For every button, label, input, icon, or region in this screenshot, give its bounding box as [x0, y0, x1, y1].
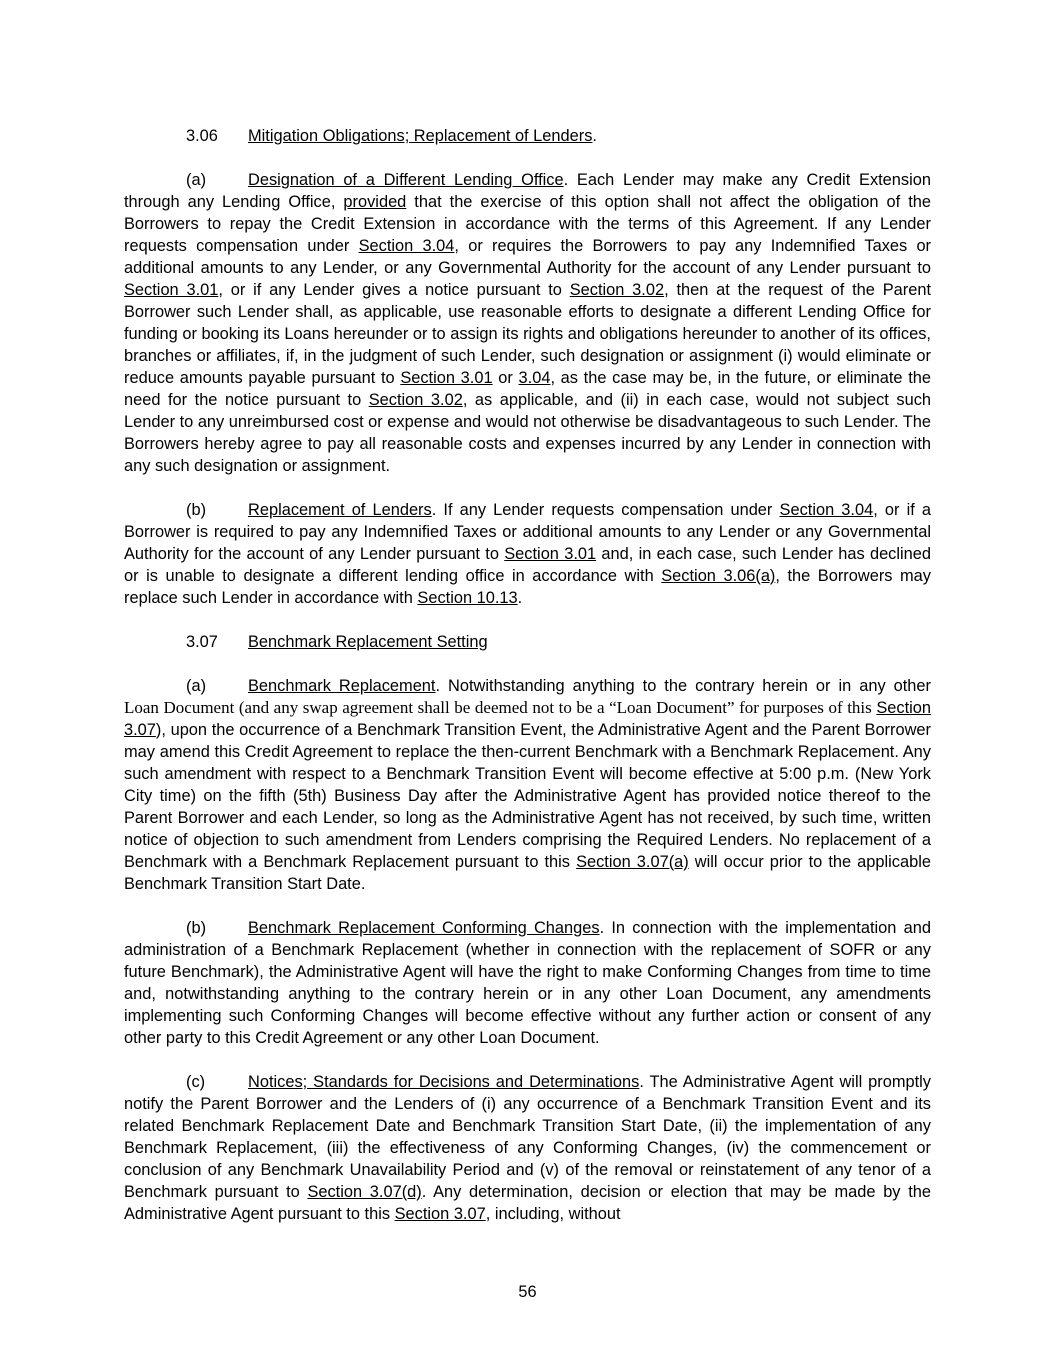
section-title: Benchmark Replacement Setting — [248, 633, 488, 651]
paragraph-heading: Replacement of Lenders — [248, 501, 432, 519]
section-3-07-heading — [124, 631, 931, 653]
section-reference: Section 3.04 — [779, 501, 874, 519]
paragraph-3-06-a: (a) Designation of a Different Lending Office. Each Lender may make any Credit Extension through any Lending Office, provided that the exercise of this option shall not affect the obligation of the Borrowers to repay the Credit Extension in accordance with the terms of this Agreement. If any Lender requests compensation under Section 3.04, or requires the Borrowers to pay any Indemnified Taxes or additional amounts to any Lender, or any Governmental Authority for the account of any Lender pursuant to Section 3.01, or if any Lender gives a notice pursuant to Section 3.02, then at the request of the Parent Borrower such Lender shall, as applicable, use reasonable efforts to designate a different Lending Office for funding or booking its Loans hereunder or to assign its rights and obligations hereunder to another of its offices, branches or affiliates, if, in the judgment of such Lender, such designation or assignment (i) would eliminate or reduce amounts payable pursuant to Section 3.01 or 3.04, as the case may be, in the future, or eliminate the need for the notice pursuant to Section 3.02, as applicable, and (ii) in each case, would not subject such Lender to any unreimbursed cost or expense and would not otherwise be disadvantageous to such Lender. The Borrowers hereby agree to pay all reasonable costs and expenses incurred by any Lender in connection with any such designation or assignment. — [124, 171, 932, 475]
paragraph-3-07-a: (a) Benchmark Replacement. Notwithstanding anything to the contrary herein or in any other Loan Document (and any swap agreement shall be deemed not to be a “Loan Document” for purposes of this Section 3.07), upon the occurrence of a Benchmark Transition Event, the Administrative Agent and the Parent Borrower may amend this Credit Agreement to replace the then-current Benchmark with a Benchmark Replacement. Any such amendment with respect to a Benchmark Transition Event will become effective at 5:00 p.m. (New York City time) on the fifth (5th) Business Day after the Administrative Agent has provided notice thereof to the Parent Borrower and each Lender, so long as the Administrative Agent has not received, by such time, written notice of objection to such amendment from Lenders comprising the Required Lenders. No replacement of a Benchmark with a Benchmark Replacement pursuant to this Section 3.07(a) will occur prior to the applicable Benchmark Transition Start Date. — [124, 677, 931, 893]
paragraph-3-07-b: (b) Benchmark Replacement Conforming Changes. In connection with the implementation and administration of a Benchmark Replacement (whether in connection with the replacement of SOFR or any future Benchmark), the Administrative Agent will have the right to make Conforming Changes from time to time and, notwithstanding anything to the contrary herein or in any other Loan Document, any amendments implementing such Conforming Changes will become effective without any further action or consent of any other party to this Credit Agreement or any other Loan Document. — [124, 919, 931, 1047]
section-reference: Section 3.07(d) — [307, 1183, 422, 1201]
paragraph-heading: Notices; Standards for Decisions and Determinations — [248, 1073, 640, 1091]
section-reference: Section 3.01 — [504, 545, 597, 563]
section-reference: 3.04 — [518, 369, 551, 387]
paragraph-heading: Benchmark Replacement — [248, 677, 436, 695]
section-3-06-heading: 3.06 Mitigation Obligations; Replacement of Lenders. — [186, 127, 597, 145]
section-reference: Section 3.07 — [124, 699, 931, 739]
section-reference: Section 3.01 — [124, 281, 219, 299]
section-reference: Section 3.01 — [400, 369, 493, 387]
section-reference: Section 3.07 — [394, 1205, 486, 1223]
paragraph-heading: Benchmark Replacement Conforming Changes — [248, 919, 600, 937]
section-reference: Section 3.04 — [358, 237, 455, 255]
page-number: 56 — [518, 1283, 537, 1301]
section-reference: Section 3.07(a) — [576, 853, 689, 871]
section-number: 3.07 — [186, 633, 218, 651]
provided-term: provided — [343, 193, 407, 211]
document-page — [124, 125, 931, 1225]
section-reference: Section 10.13 — [417, 589, 518, 607]
section-reference: Section 3.02 — [569, 281, 665, 299]
section-reference: Section 3.06(a) — [661, 567, 776, 585]
section-number: 3.06 — [186, 127, 218, 145]
section-reference: Section 3.02 — [368, 391, 463, 409]
paragraph-heading: Designation of a Different Lending Office — [248, 171, 564, 189]
paragraph-3-06-b: (b) Replacement of Lenders. If any Lender requests compensation under Section 3.04, or if a Borrower is required to pay any Indemnified Taxes or additional amounts to any Lender or any Governmental Authority for the account of any Lender pursuant to Section 3.01 and, in each case, such Lender has declined or is unable to designate a different lending office in accordance with Section 3.06(a), the Borrowers may replace such Lender in accordance with Section 10.13. — [124, 501, 932, 607]
paragraph-3-07-c: (c) Notices; Standards for Decisions and Determinations. The Administrative Agent will promptly notify the Parent Borrower and the Lenders of (i) any occurrence of a Benchmark Transition Event and its related Benchmark Replacement Date and Benchmark Transition Start Date, (ii) the implementation of any Benchmark Replacement, (iii) the effectiveness of any Conforming Changes, (iv) the commencement or conclusion of any Benchmark Unavailability Period and (v) of the removal or reinstatement of any tenor of a Benchmark pursuant to Section 3.07(d). Any determination, decision or election that may be made by the Administrative Agent pursuant to this Section 3.07, including, without — [124, 1073, 931, 1223]
section-title: Mitigation Obligations; Replacement of Lenders — [248, 127, 593, 145]
